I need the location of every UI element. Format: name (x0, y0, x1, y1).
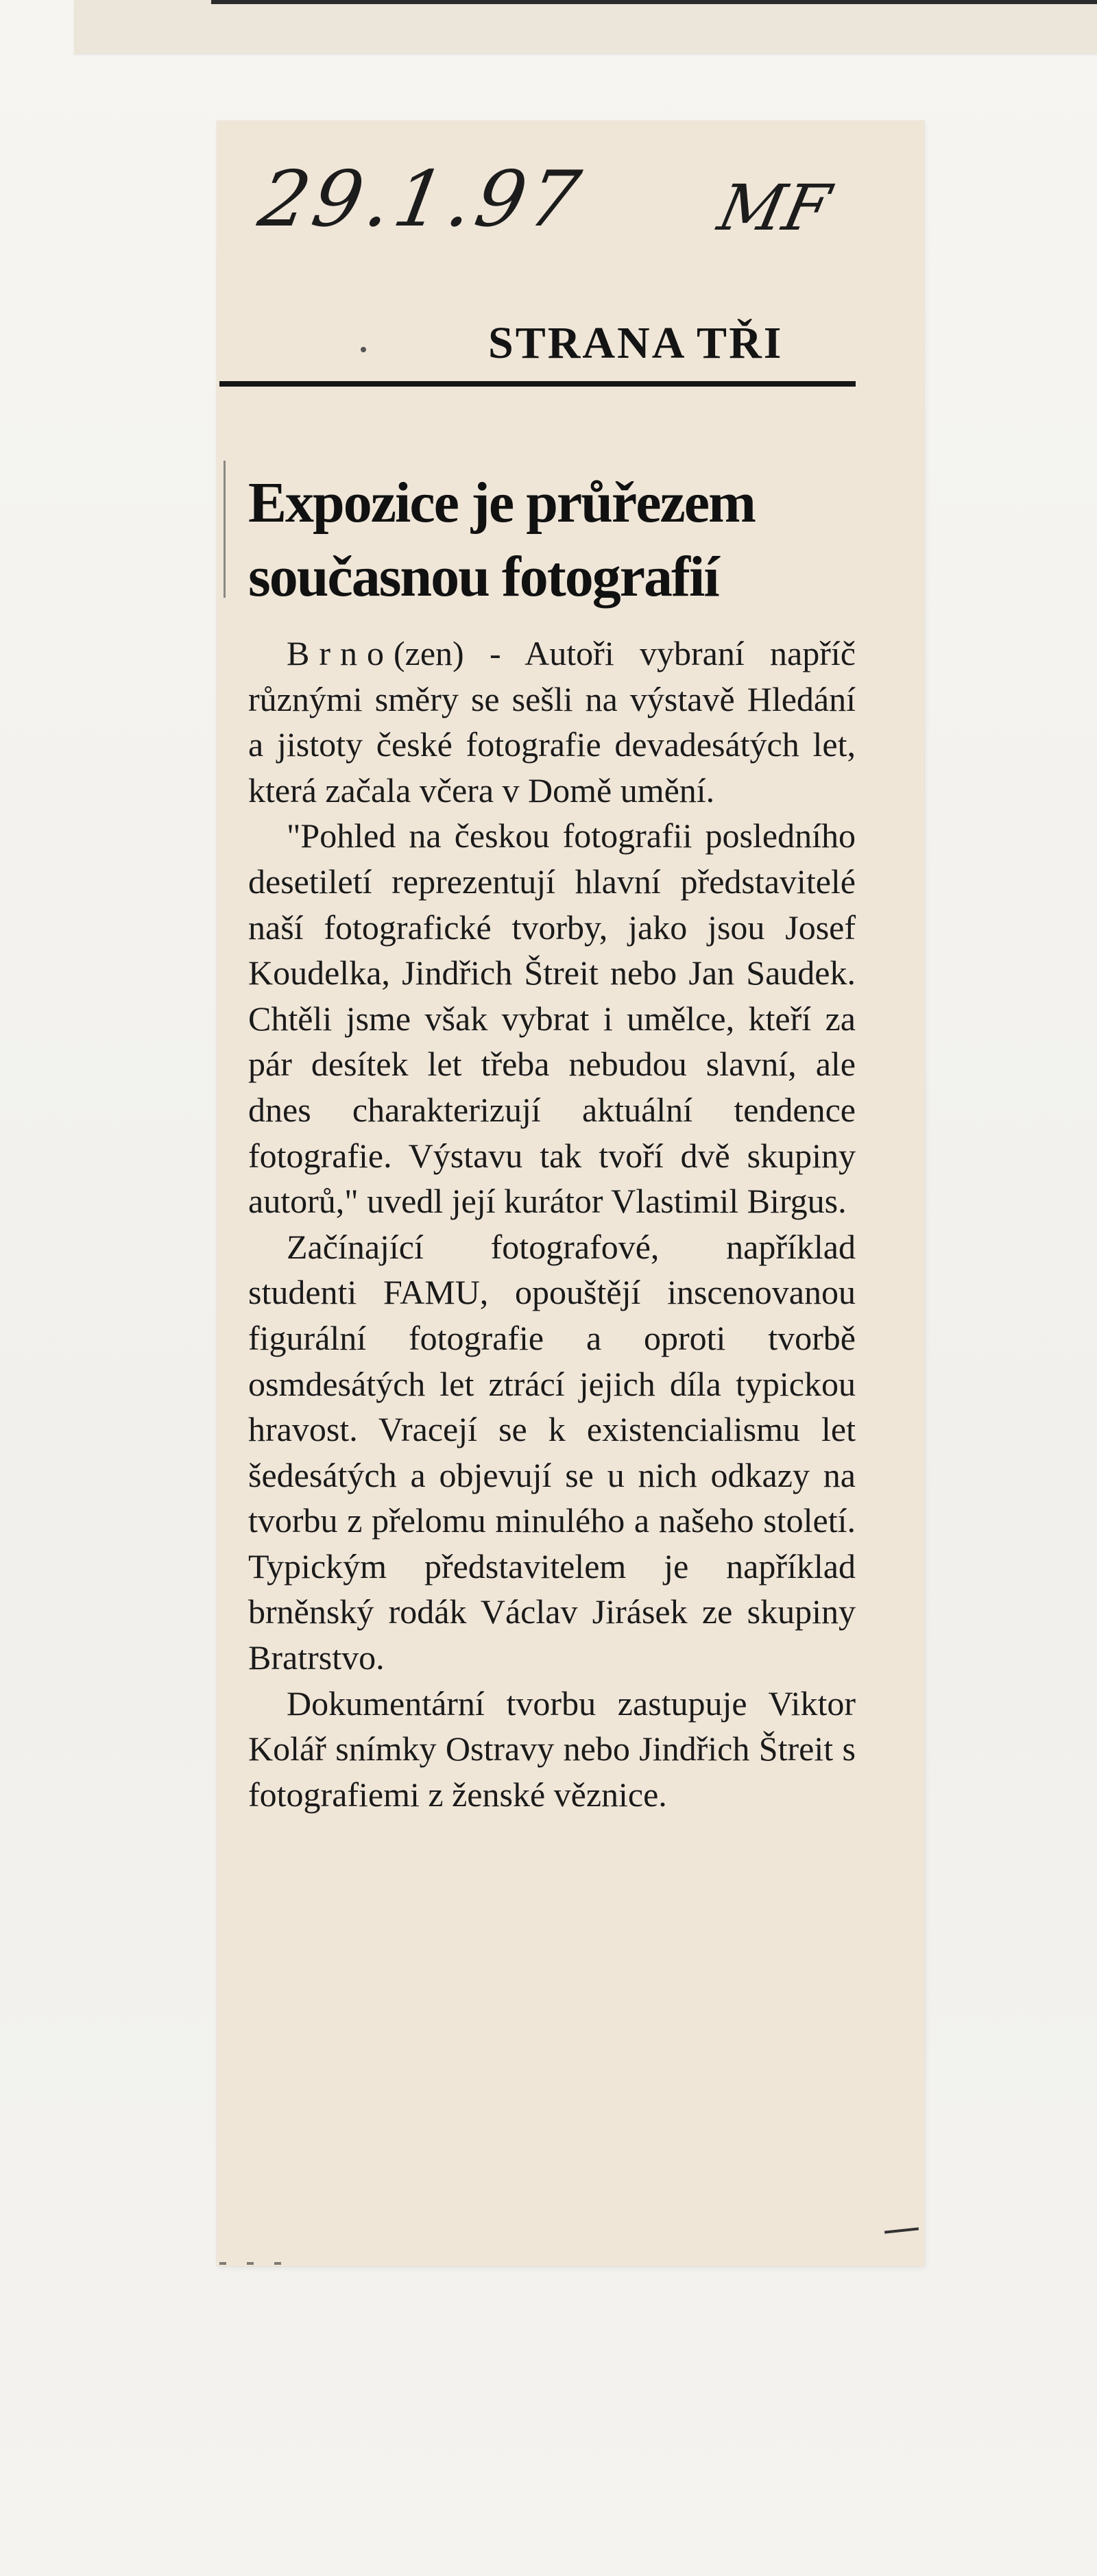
previous-clipping-edge (74, 0, 1097, 53)
paragraph-2: "Pohled na českou fotografii posledního desetiletí reprezentují hlavní představitelé naší fotografické tvorby, jako jsou Josef Koudelka, Jindřich Štreit nebo Jan Saudek. Chtěli jsme však vybrat i umělce, kteří za pár desítek let třeba nebudou slavní, ale dnes charakterizují aktuální tendence fotografie. Výstavu tak tvoří dvě skupiny autorů," uvedl její kurátor Vlastimil Birgus. (248, 816, 856, 1221)
article-body (248, 631, 856, 1817)
article-headline (248, 466, 865, 614)
headline-line-1: Expozice je průřezem (248, 471, 756, 535)
paragraph-3: Začínající fotografové, například studenti FAMU, opouštějí inscenovanou figurální fotografie a oproti tvorbě osmdesátých let ztrácí jejich díla typickou hravost. Vracejí se k existencialismu let šedesátých a objevují se u nich odkazy na tvorbu z přelomu minulého a našeho století. Typickým představitelem je například brněnský rodák Václav Jirásek ze skupiny Bratrstvo. (248, 1227, 856, 1677)
previous-clipping-rule (211, 0, 1097, 4)
section-label: STRANA TŘI (488, 318, 784, 368)
section-rule (219, 381, 856, 387)
ink-tick-mark (361, 347, 366, 352)
handwritten-date: 29.1.97 (252, 155, 590, 244)
headline-line-2: současnou fotografií (248, 545, 719, 609)
handwritten-source: MF (712, 171, 836, 245)
paragraph-1 (248, 631, 856, 813)
margin-line (224, 461, 226, 598)
dateline-agency: (zen) (394, 634, 464, 672)
paragraph-4: Dokumentární tvorbu zastupuje Viktor Kolář snímky Ostravy nebo Jindřich Štreit s fotografiemi z ženské věznice. (248, 1684, 856, 1814)
dateline-city: Brno (287, 634, 394, 672)
ink-dots (219, 2262, 302, 2265)
paragraph-1-text: - Autoři vybraní napříč různými směry se sešli na výstavě Hledání a jistoty české fotografie devadesátých let, která začala včera v Domě umění. (248, 634, 856, 810)
